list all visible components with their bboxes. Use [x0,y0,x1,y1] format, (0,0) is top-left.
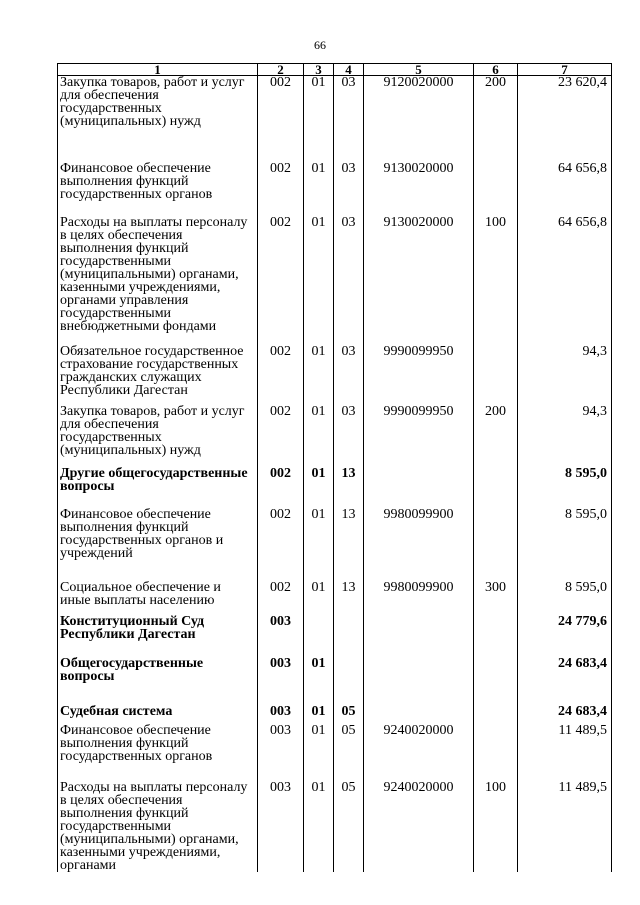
cell-code-chapter: 003 [258,693,304,718]
cell-item-name: Обязательное государственное страхование государственных гражданских служащих Республики Дагестан [58,333,258,397]
cell-code-expense-type: 300 [474,571,518,607]
cell-code-target [364,693,474,718]
cell-code-target: 9990099950 [364,333,474,397]
cell-code-section: 01 [304,206,334,333]
cell-code-section: 01 [304,718,334,770]
cell-code-subsection: 05 [334,770,364,872]
cell-item-name: Закупка товаров, работ и услуг для обеспечения государственных (муниципальных) нужд [58,76,258,153]
cell-item-name: Финансовое обеспечение выполнения функций государственных органов [58,718,258,770]
table-row [58,499,612,571]
cell-code-expense-type [474,152,518,206]
cell-code-chapter: 003 [258,607,304,649]
column-header: 5 [364,64,474,76]
cell-code-section: 01 [304,649,334,693]
cell-code-expense-type: 100 [474,770,518,872]
cell-code-section: 01 [304,499,334,571]
cell-code-subsection: 03 [334,76,364,153]
cell-code-subsection: 05 [334,693,364,718]
cell-code-subsection: 13 [334,463,364,499]
cell-item-name: Общегосударственные вопросы [58,649,258,693]
budget-table [57,63,612,872]
cell-code-section: 01 [304,770,334,872]
cell-code-expense-type: 200 [474,76,518,153]
cell-code-expense-type: 200 [474,397,518,463]
cell-code-chapter: 002 [258,76,304,153]
table-row [58,649,612,693]
cell-code-section: 01 [304,463,334,499]
cell-code-expense-type [474,718,518,770]
cell-amount: 24 683,4 [518,693,612,718]
table-row [58,463,612,499]
table-row [58,397,612,463]
cell-code-chapter: 003 [258,770,304,872]
cell-code-section: 01 [304,693,334,718]
cell-code-target: 9980099900 [364,571,474,607]
table-row [58,76,612,153]
cell-code-target: 9990099950 [364,397,474,463]
cell-code-target: 9130020000 [364,152,474,206]
column-header: 6 [474,64,518,76]
cell-item-name: Финансовое обеспечение выполнения функций государственных органов [58,152,258,206]
table-row [58,152,612,206]
cell-code-chapter: 002 [258,206,304,333]
cell-item-name: Финансовое обеспечение выполнения функций государственных органов и учреждений [58,499,258,571]
cell-code-subsection: 03 [334,206,364,333]
cell-code-expense-type [474,649,518,693]
cell-code-chapter: 002 [258,463,304,499]
cell-amount: 64 656,8 [518,206,612,333]
cell-code-section: 01 [304,76,334,153]
cell-code-subsection: 13 [334,571,364,607]
cell-code-subsection [334,607,364,649]
cell-amount: 11 489,5 [518,770,612,872]
cell-code-target: 9240020000 [364,770,474,872]
cell-amount: 11 489,5 [518,718,612,770]
table-row [58,206,612,333]
cell-code-expense-type [474,607,518,649]
cell-code-target: 9980099900 [364,499,474,571]
cell-amount: 8 595,0 [518,571,612,607]
cell-code-section: 01 [304,397,334,463]
cell-code-subsection: 03 [334,397,364,463]
cell-code-expense-type [474,693,518,718]
cell-code-section: 01 [304,571,334,607]
table-row [58,607,612,649]
cell-item-name: Расходы на выплаты персоналу в целях обеспечения выполнения функций государственными (муниципальными) органами, казенными учреждениями, органами управления государственными внебюджетными фондами [58,206,258,333]
cell-item-name: Конституционный Суд Республики Дагестан [58,607,258,649]
column-header: 4 [334,64,364,76]
cell-amount: 64 656,8 [518,152,612,206]
column-header: 3 [304,64,334,76]
cell-code-chapter: 002 [258,333,304,397]
cell-item-name: Закупка товаров, работ и услуг для обеспечения государственных (муниципальных) нужд [58,397,258,463]
cell-code-target [364,649,474,693]
cell-code-expense-type [474,333,518,397]
table-header-row [58,64,612,76]
cell-code-subsection: 13 [334,499,364,571]
cell-amount: 8 595,0 [518,463,612,499]
cell-code-subsection: 03 [334,152,364,206]
cell-code-chapter: 002 [258,397,304,463]
cell-code-chapter: 002 [258,152,304,206]
cell-amount: 24 683,4 [518,649,612,693]
cell-code-expense-type: 100 [474,206,518,333]
cell-item-name: Другие общегосударственные вопросы [58,463,258,499]
column-header: 7 [518,64,612,76]
cell-amount: 23 620,4 [518,76,612,153]
table-row [58,571,612,607]
table-row [58,693,612,718]
cell-code-subsection: 03 [334,333,364,397]
cell-code-target: 9240020000 [364,718,474,770]
table-row [58,770,612,872]
cell-code-expense-type [474,463,518,499]
cell-code-section [304,607,334,649]
cell-code-expense-type [474,499,518,571]
cell-code-chapter: 003 [258,718,304,770]
cell-item-name: Судебная система [58,693,258,718]
cell-code-section: 01 [304,333,334,397]
cell-item-name: Социальное обеспечение и иные выплаты населению [58,571,258,607]
table-row [58,718,612,770]
page-number: 66 [314,38,326,52]
cell-code-section: 01 [304,152,334,206]
column-header: 2 [258,64,304,76]
table-row [58,333,612,397]
cell-amount: 8 595,0 [518,499,612,571]
cell-code-target: 9130020000 [364,206,474,333]
cell-amount: 94,3 [518,333,612,397]
column-header: 1 [58,64,258,76]
cell-code-subsection: 05 [334,718,364,770]
cell-code-target [364,607,474,649]
cell-amount: 94,3 [518,397,612,463]
cell-code-chapter: 002 [258,499,304,571]
table-body [58,76,612,873]
cell-code-subsection [334,649,364,693]
cell-code-target: 9120020000 [364,76,474,153]
cell-amount: 24 779,6 [518,607,612,649]
cell-code-chapter: 002 [258,571,304,607]
cell-code-target [364,463,474,499]
cell-code-chapter: 003 [258,649,304,693]
cell-item-name: Расходы на выплаты персоналу в целях обеспечения выполнения функций государственными (муниципальными) органами, казенными учреждениями, органами [58,770,258,872]
